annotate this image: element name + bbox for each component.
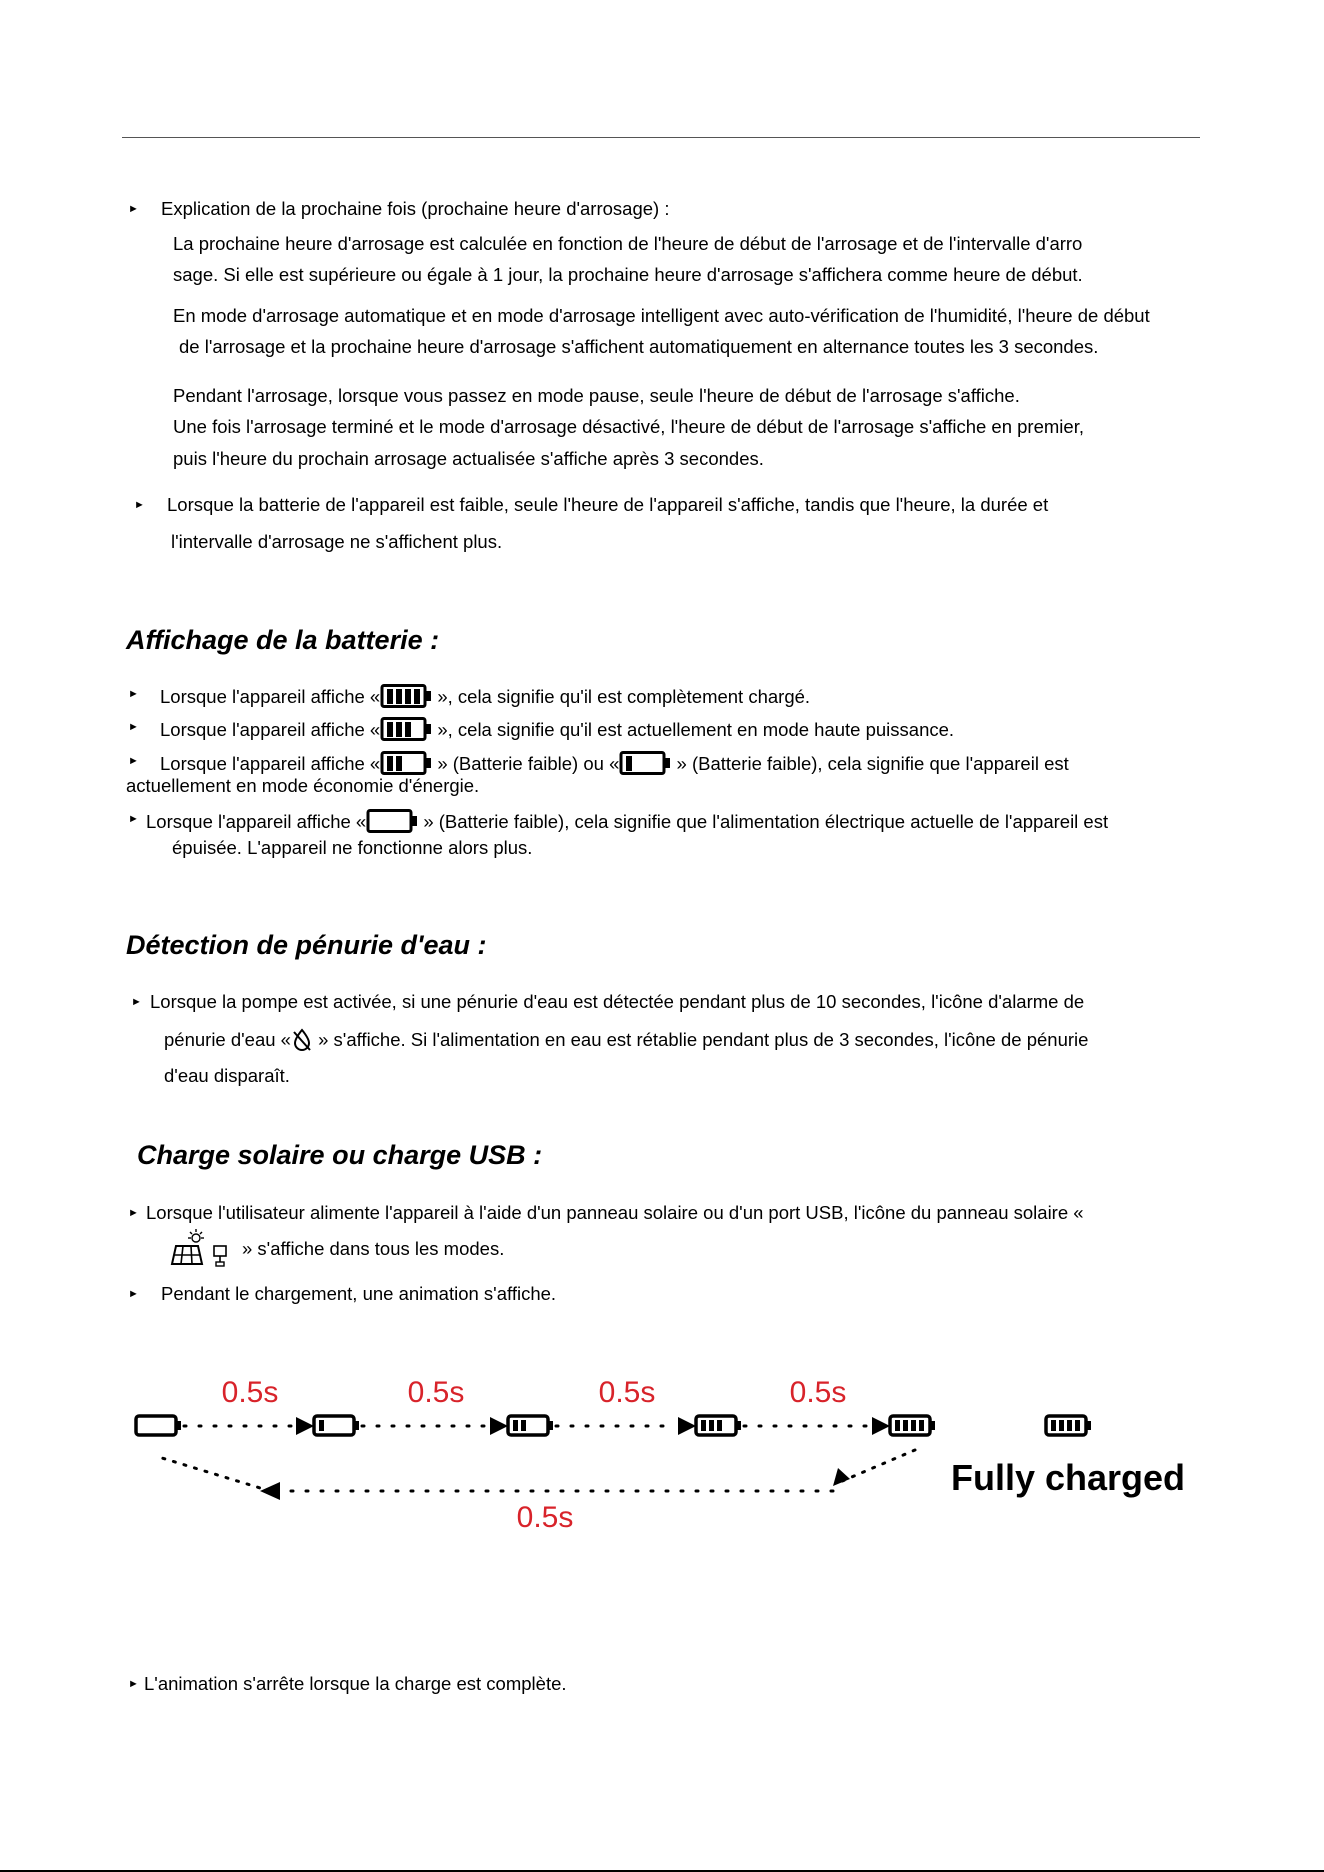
charging-animation-diagram: [120, 1370, 1200, 1540]
battery-bar: [701, 1420, 706, 1431]
battery-bar: [513, 1420, 518, 1431]
battery-bar: [903, 1420, 908, 1431]
battery-bar: [709, 1420, 714, 1431]
battery-bar: [1067, 1420, 1072, 1431]
water-line2: pénurie d'eau « » s'affiche. Si l'alimentation en eau est rétablie pendant plus de 3 secondes, l'icône de pénurie: [164, 1029, 1089, 1050]
loop-back-arrow: [162, 1450, 915, 1500]
bullet-icon: ►: [128, 203, 139, 215]
bullet-icon: ►: [128, 688, 139, 700]
animation-battery-3-bars: [696, 1416, 741, 1435]
battery-bar: [1059, 1420, 1064, 1431]
animation-arrowhead: [678, 1417, 696, 1435]
animation-arrowhead: [872, 1417, 890, 1435]
bullet-icon: ►: [128, 1678, 139, 1690]
bullet-icon: ►: [134, 499, 145, 511]
battery-full-icon: [380, 683, 432, 709]
battery-item-saving-line2: actuellement en mode économie d'énergie.: [126, 775, 480, 796]
bullet-icon: ►: [131, 996, 142, 1008]
next-time-p2-line1: En mode d'arrosage automatique et en mode d'arrosage intelligent avec auto-vérification de l'humidité, l'heure de début: [173, 305, 1150, 326]
header-rule: [122, 137, 1200, 138]
battery-item-full: Lorsque l'appareil affiche « », cela signifie qu'il est complètement chargé.: [160, 683, 810, 709]
battery-item-empty: Lorsque l'appareil affiche « » (Batterie faible), cela signifie que l'alimentation électrique actuelle de l'appareil est: [146, 808, 1108, 834]
next-time-bullet: Explication de la prochaine fois (prochaine heure d'arrosage) :: [161, 198, 670, 219]
animation-battery-0-bars: [136, 1416, 181, 1435]
animation-battery-4-bars: [890, 1416, 935, 1435]
fully-charged-label: Fully charged: [950, 1457, 1186, 1498]
water-heading: Détection de pénurie d'eau :: [126, 930, 487, 960]
bullet-icon: ►: [128, 755, 139, 767]
animation-battery-2-bars: [508, 1416, 553, 1435]
battery-one-bar-icon: [619, 750, 671, 776]
bullet-icon: ►: [128, 1288, 139, 1300]
battery-empty-icon: [366, 808, 418, 834]
water-shortage-alarm-icon: [291, 1028, 313, 1052]
battery-bar: [1051, 1420, 1056, 1431]
animation-battery-1-bars: [314, 1416, 359, 1435]
battery-item-saving: Lorsque l'appareil affiche « » (Batterie faible) ou « » (Batterie faible), cela signifie que l'appareil est: [160, 750, 1069, 776]
battery-bar: [319, 1420, 324, 1431]
battery-bar: [1075, 1420, 1080, 1431]
battery-heading: Affichage de la batterie :: [126, 625, 440, 655]
battery-two-bars-icon: [380, 750, 432, 776]
animation-delay-label: 0.5s: [598, 1376, 656, 1409]
fully-charged-battery-icon: [1046, 1416, 1091, 1435]
battery-bar: [717, 1420, 722, 1431]
next-time-p1-line1: La prochaine heure d'arrosage est calculée en fonction de l'heure de début de l'arrosage et de l'intervalle d'arro: [173, 233, 1083, 254]
animation-delay-label: 0.5s: [221, 1376, 279, 1409]
next-time-p3-line2: Une fois l'arrosage terminé et le mode d'arrosage désactivé, l'heure de début de l'arrosage s'affiche en premier,: [173, 416, 1084, 437]
battery-item-high: Lorsque l'appareil affiche « », cela signifie qu'il est actuellement en mode haute puissance.: [160, 716, 954, 742]
battery-three-bars-icon: [380, 716, 432, 742]
solar-line1: Lorsque l'utilisateur alimente l'appareil à l'aide d'un panneau solaire ou d'un port USB, l'icône du panneau solaire «: [146, 1202, 1084, 1223]
fully-charged-battery: [1046, 1416, 1091, 1435]
solar-heading: Charge solaire ou charge USB :: [137, 1140, 543, 1170]
solar-line2: » s'affiche dans tous les modes.: [242, 1238, 505, 1259]
low-battery-line2: l'intervalle d'arrosage ne s'affichent plus.: [171, 531, 503, 552]
sun-icon: [188, 1229, 204, 1242]
battery-bar: [919, 1420, 924, 1431]
animation-end-line: L'animation s'arrête lorsque la charge est complète.: [144, 1673, 567, 1694]
animation-arrowhead: [490, 1417, 508, 1435]
loop-delay-label: 0.5s: [516, 1501, 574, 1534]
next-time-p2-line2: de l'arrosage et la prochaine heure d'arrosage s'affichent automatiquement en alternance toutes les 3 secondes.: [179, 336, 1099, 357]
bullet-icon: ►: [128, 721, 139, 733]
next-time-p3-line3: puis l'heure du prochain arrosage actualisée s'affiche après 3 secondes.: [173, 448, 764, 469]
animation-delay-label: 0.5s: [789, 1376, 847, 1409]
animation-delay-label: 0.5s: [407, 1376, 465, 1409]
battery-bar: [521, 1420, 526, 1431]
low-battery-line1: Lorsque la batterie de l'appareil est faible, seule l'heure de l'appareil s'affiche, tandis que l'heure, la durée et: [167, 494, 1049, 515]
battery-bar: [911, 1420, 916, 1431]
bullet-icon: ►: [128, 813, 139, 825]
battery-bar: [895, 1420, 900, 1431]
next-time-p1-line2: sage. Si elle est supérieure ou égale à 1 jour, la prochaine heure d'arrosage s'affichera comme heure de début.: [173, 264, 1083, 285]
animation-arrowhead: [296, 1417, 314, 1435]
battery-item-empty-line2: épuisée. L'appareil ne fonctionne alors plus.: [172, 837, 533, 858]
water-line3: d'eau disparaît.: [164, 1065, 290, 1086]
next-time-p3-line1: Pendant l'arrosage, lorsque vous passez en mode pause, seule l'heure de début de l'arrosage s'affiche.: [173, 385, 1020, 406]
bullet-icon: ►: [128, 1207, 139, 1219]
solar-panel-icon: [172, 1246, 202, 1264]
water-line1: Lorsque la pompe est activée, si une pénurie d'eau est détectée pendant plus de 10 secondes, l'icône d'alarme de: [150, 991, 1085, 1012]
solar-usb-icon: [170, 1228, 236, 1268]
usb-icon: [214, 1246, 226, 1266]
solar-line3: Pendant le chargement, une animation s'affiche.: [161, 1283, 557, 1304]
loop-arrowhead-left: [833, 1468, 850, 1486]
